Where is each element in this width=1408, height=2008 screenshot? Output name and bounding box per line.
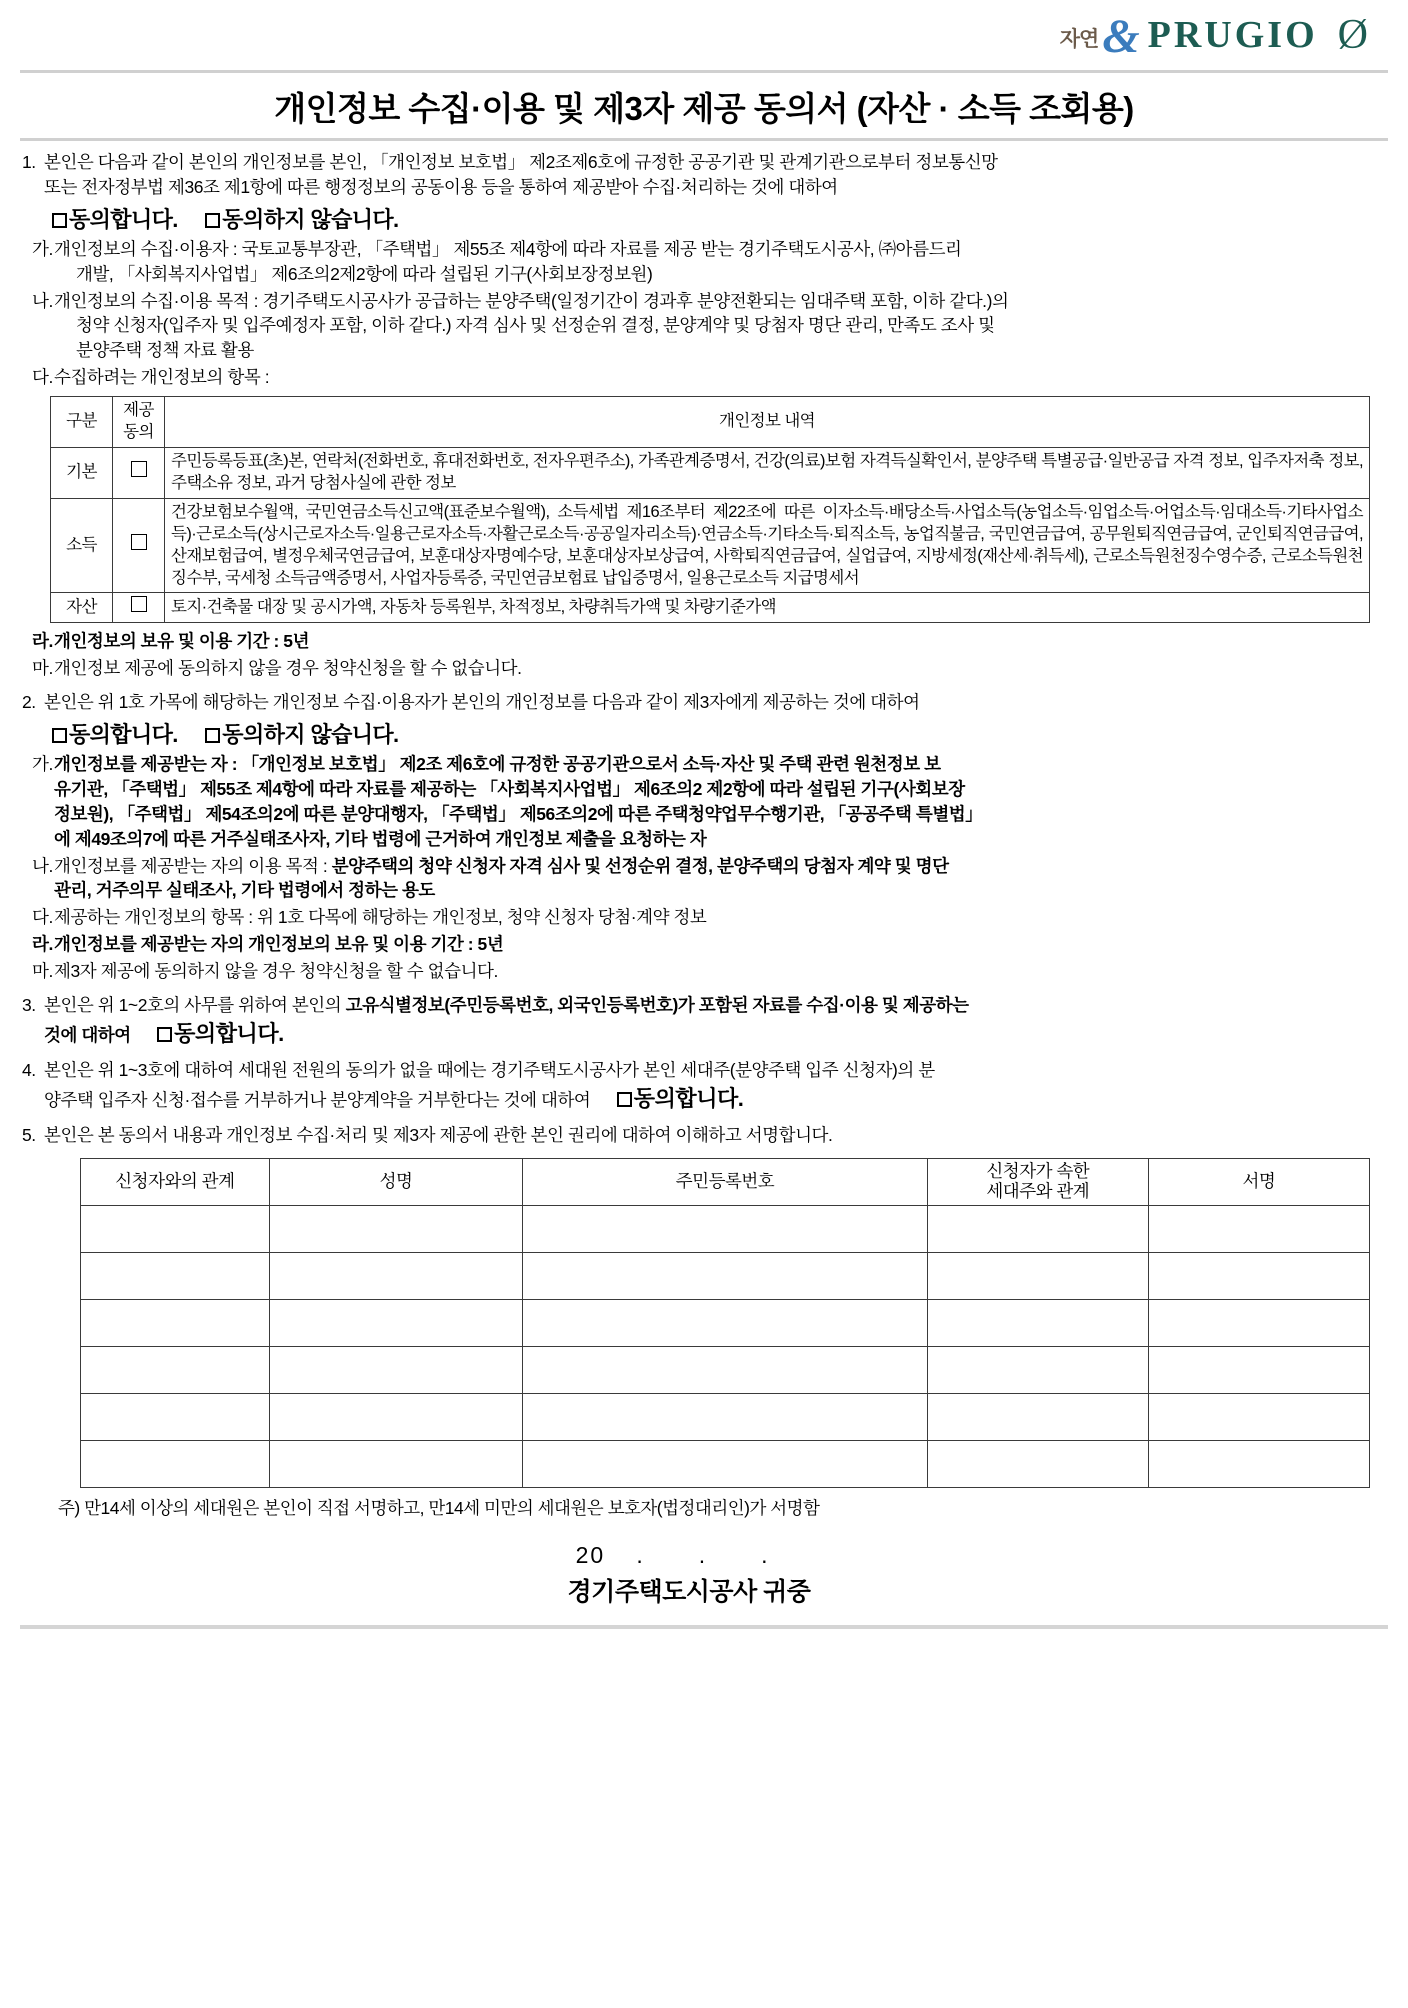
clause-4-number: 4. [22, 1059, 36, 1080]
clause-1-item-da-line-1: 수집하려는 개인정보의 항목 : [54, 367, 270, 388]
prugio-logo [1059, 10, 1368, 63]
date-day-dot: . [698, 1541, 708, 1568]
info-row-income-consent-cell [113, 498, 165, 593]
sig-cell-resident-number[interactable] [523, 1252, 927, 1299]
clause-2 [22, 690, 1386, 984]
logo-header [0, 0, 1408, 70]
date-end-dot: . [761, 1541, 770, 1568]
signature-table [80, 1158, 1370, 1488]
table-row[interactable] [81, 1299, 1370, 1346]
clause-2-item-ga-mark: 가. [32, 754, 53, 775]
date-year-prefix: 20 [575, 1541, 606, 1568]
table-row[interactable] [81, 1393, 1370, 1440]
info-row-basic-checkbox[interactable] [131, 461, 147, 477]
date-line [22, 1539, 1386, 1572]
clause-1-item-na-mark: 나. [32, 290, 53, 311]
clause-2-number: 2. [22, 692, 36, 713]
clause-1-item-ma-mark: 마. [32, 658, 53, 679]
sig-cell-householder-relation[interactable] [927, 1346, 1148, 1393]
clause-2-item-ga-line-2: 유기관, 「주택법」 제55조 제4항에 따라 자료를 제공하는 「사회복지사업법」 제6조의2 제2항에 따라 설립된 기구(사회보장 [54, 779, 965, 800]
clause-2-item-ga-line-1: 개인정보를 제공받는 자 : 「개인정보 보호법」 제2조 제6호에 규정한 공공기관으로서 소득·자산 및 주택 관련 원천정보 보 [54, 754, 941, 775]
signature-header-householder-relation [927, 1158, 1148, 1205]
signature-header-relation: 신청자와의 관계 [81, 1158, 270, 1205]
clause-2-item-na-line-1 [54, 854, 1386, 879]
clause-4-line-1: 본인은 위 1~3호에 대하여 세대원 전원의 동의가 없을 때에는 경기주택도시공사가 본인 세대주(분양주택 입주 신청자)의 분 [44, 1059, 935, 1080]
clause-1-item-ga [22, 237, 1386, 287]
clause-2-disagree-checkbox[interactable] [205, 728, 220, 743]
clause-1-line-2: 또는 전자정부법 제36조 제1항에 따른 행정정보의 공동이용 등을 통하여 제공받아 수집·처리하는 것에 대하여 [44, 176, 838, 197]
clause-1-line-1: 본인은 다음과 같이 본인의 개인정보를 본인, 「개인정보 보호법」 제2조제6호에 규정한 공공기관 및 관계기관으로부터 정보통신망 [44, 152, 998, 172]
sig-cell-name[interactable] [269, 1252, 522, 1299]
signature-table-header-row [81, 1158, 1370, 1205]
clause-2-item-ga [22, 752, 1386, 851]
info-row-asset-detail: 토지·건축물 대장 및 공시가액, 자동차 등록원부, 차적정보, 차량취득가액 및 차량기준가액 [165, 593, 1370, 623]
info-row-asset-category: 자산 [51, 593, 113, 623]
clause-1-item-ga-line-2: 개발, 「사회복지사업법」 제6조의2제2항에 따라 설립된 기구(사회보장정보원) [76, 263, 653, 284]
sig-cell-relation[interactable] [81, 1252, 270, 1299]
clause-1-item-ra [22, 629, 1386, 654]
document-body [0, 150, 1408, 1611]
clause-1-item-ma-text: 개인정보 제공에 동의하지 않을 경우 청약신청을 할 수 없습니다. [54, 658, 522, 679]
sig-cell-name[interactable] [269, 1205, 522, 1252]
clause-2-text: 본인은 위 1호 가목에 해당하는 개인정보 수집·이용자가 본인의 개인정보를 다음과 같이 제3자에게 제공하는 것에 대하여 [44, 692, 920, 713]
sig-cell-signature[interactable] [1148, 1205, 1369, 1252]
sig-cell-signature[interactable] [1148, 1346, 1369, 1393]
clause-2-item-na-bold-2: 관리, 거주의무 실태조사, 기타 법령에서 정하는 용도 [54, 880, 435, 901]
signature-header-householder-relation-line2: 세대주와 관계 [986, 1180, 1090, 1201]
clause-2-item-ma-line-1: 제3자 제공에 동의하지 않을 경우 청약신청을 할 수 없습니다. [54, 960, 498, 981]
logo-brand-text: PRUGIO [1147, 14, 1318, 56]
clause-2-item-ra-mark: 라. [32, 934, 53, 955]
info-table-row-asset [51, 593, 1370, 623]
sig-cell-signature[interactable] [1148, 1252, 1369, 1299]
clause-2-agree-label: 동의합니다. [69, 721, 178, 747]
clause-2-agree-checkbox[interactable] [52, 728, 67, 743]
clause-3-agree-checkbox[interactable] [157, 1027, 172, 1042]
sig-cell-name[interactable] [269, 1346, 522, 1393]
clause-1 [22, 150, 1386, 390]
info-table-header-row [51, 396, 1370, 447]
sig-cell-resident-number[interactable] [523, 1393, 927, 1440]
signature-header-name: 성명 [269, 1158, 522, 1205]
clause-1-disagree-label: 동의하지 않습니다. [222, 206, 399, 232]
sig-cell-relation[interactable] [81, 1393, 270, 1440]
clause-1-item-na-line-3: 분양주택 정책 자료 활용 [76, 340, 254, 361]
info-row-income-category: 소득 [51, 498, 113, 593]
clause-3-line-2 [44, 1018, 1386, 1049]
sig-cell-householder-relation[interactable] [927, 1440, 1148, 1487]
clause-1-item-ga-mark: 가. [32, 238, 53, 259]
table-row[interactable] [81, 1205, 1370, 1252]
sig-cell-resident-number[interactable] [523, 1205, 927, 1252]
page-title: 개인정보 수집·이용 및 제3자 제공 동의서 (자산 · 소득 조회용) [274, 90, 1134, 127]
clause-4-line-2 [44, 1083, 1386, 1114]
clause-1-item-na-line-2: 청약 신청자(입주자 및 입주예정자 포함, 이하 같다.) 자격 심사 및 선정순위 결정, 분양계약 및 당첨자 명단 관리, 만족도 조사 및 [76, 315, 995, 336]
clause-4-agree-checkbox[interactable] [617, 1092, 632, 1107]
sig-cell-relation[interactable] [81, 1440, 270, 1487]
table-row[interactable] [81, 1440, 1370, 1487]
clause-3-agree-label: 동의합니다. [174, 1020, 284, 1046]
clause-1-item-na [22, 289, 1386, 364]
clause-2-item-da-line-1: 제공하는 개인정보의 항목 : 위 1호 다목에 해당하는 개인정보, 청약 신청자 당첨·계약 정보 [54, 907, 707, 928]
clause-3-number: 3. [22, 994, 36, 1015]
table-row[interactable] [81, 1252, 1370, 1299]
bottom-divider [20, 1625, 1388, 1629]
signature-header-signature: 서명 [1148, 1158, 1369, 1205]
clause-2-item-ra [22, 932, 1386, 957]
signature-table-body [81, 1205, 1370, 1487]
info-table-row-income [51, 498, 1370, 593]
clause-2-item-ga-line-3: 정보원), 「주택법」 제54조의2에 따른 분양대행자, 「주택법」 제56조의2에 따른 주택청약업무수행기관, 「공공주택 특별법」 [54, 803, 983, 824]
personal-info-items-table [50, 396, 1370, 623]
clause-1-item-da-mark: 다. [32, 367, 53, 388]
clause-2-item-ra-line-1: 개인정보를 제공받는 자의 개인정보의 보유 및 이용 기간 : 5년 [54, 934, 504, 955]
ampersand-icon: & [1102, 10, 1140, 63]
sig-cell-householder-relation[interactable] [927, 1205, 1148, 1252]
clause-5-text: 본인은 본 동의서 내용과 개인정보 수집·처리 및 제3자 제공에 관한 본인 권리에 대하여 이해하고 서명합니다. [44, 1124, 833, 1145]
clause-1-agree-label: 동의합니다. [69, 206, 178, 232]
sig-cell-name[interactable] [269, 1393, 522, 1440]
clause-1-item-ga-line-1: 개인정보의 수집·이용자 : 국토교통부장관, 「주택법」 제55조 제4항에 따라 자료를 제공 받는 경기주택도시공사, ㈜아름드리 [54, 238, 962, 259]
clause-2-item-ma [22, 959, 1386, 984]
clause-2-disagree-label: 동의하지 않습니다. [222, 721, 399, 747]
clause-2-item-na-mark: 나. [32, 855, 53, 876]
sig-cell-resident-number[interactable] [523, 1346, 927, 1393]
info-row-basic-consent-cell [113, 447, 165, 498]
clause-1-item-ra-mark: 라. [32, 631, 53, 652]
info-row-basic-detail: 주민등록등표(초)본, 연락처(전화번호, 휴대전화번호, 전자우편주소), 가족관계증명서, 건강(의료)보험 자격득실확인서, 분양주택 특별공급·일반공급 자격 정보, 입주자저축 정보, 주택소유 정보, 과거 당첨사실에 관한 정보 [165, 447, 1370, 498]
sig-cell-resident-number[interactable] [523, 1299, 927, 1346]
clause-1-number: 1. [22, 152, 36, 172]
info-table-header-consent [113, 396, 165, 447]
clause-4 [22, 1058, 1386, 1114]
clause-5 [22, 1123, 1386, 1148]
info-table-header-detail: 개인정보 내역 [165, 396, 1370, 447]
clause-1-agree-checkbox[interactable] [52, 213, 67, 228]
signee-label: 경기주택도시공사 귀중 [567, 1578, 811, 1607]
clause-1-item-ma [22, 656, 1386, 681]
sig-cell-relation[interactable] [81, 1346, 270, 1393]
clause-3 [22, 993, 1386, 1049]
clause-5-number: 5. [22, 1124, 36, 1145]
info-table-header-consent-line1: 제공 [123, 400, 154, 419]
clause-4-line-2-text: 양주택 입주자 신청·접수를 거부하거나 분양계약을 거부한다는 것에 대하여 [44, 1089, 591, 1110]
info-row-asset-checkbox[interactable] [131, 596, 147, 612]
sig-cell-signature[interactable] [1148, 1393, 1369, 1440]
title-divider [20, 138, 1388, 141]
sig-cell-name[interactable] [269, 1299, 522, 1346]
clause-3-line-1 [44, 993, 1386, 1018]
info-table-row-basic [51, 447, 1370, 498]
signature-note: 주) 만14세 이상의 세대원은 본인이 직접 서명하고, 만14세 미만의 세대원은 보호자(법정대리인)가 서명함 [58, 1497, 820, 1518]
clause-2-item-ga-line-4: 에 제49조의7에 따른 거주실태조사자, 기타 법령에 근거하여 개인정보 제출을 요청하는 자 [54, 828, 707, 849]
info-row-income-checkbox[interactable] [131, 534, 147, 550]
sig-cell-householder-relation[interactable] [927, 1252, 1148, 1299]
clause-2-item-da [22, 905, 1386, 930]
clause-2-item-na-bold-1: 분양주택의 청약 신청자 자격 심사 및 선정순위 결정, 분양주택의 당첨자 계약 및 명단 [331, 855, 949, 876]
info-table-header-gubun: 구분 [51, 396, 113, 447]
clause-2-item-na [22, 854, 1386, 904]
sig-cell-signature[interactable] [1148, 1440, 1369, 1487]
clause-1-consent-options [22, 204, 1386, 235]
info-row-basic-category: 기본 [51, 447, 113, 498]
logo-prefix-text: 자연 [1059, 28, 1099, 51]
date-month-dot: . [636, 1541, 645, 1568]
clause-4-agree-label: 동의합니다. [633, 1085, 744, 1111]
clause-2-item-na-prefix: 개인정보를 제공받는 자의 이용 목적 : [54, 855, 332, 876]
info-row-asset-consent-cell [113, 593, 165, 623]
clause-3-line-1-bold: 고유식별정보(주민등록번호, 외국인등록번호)가 포함된 자료를 수집·이용 및 제공하는 [345, 994, 969, 1015]
info-table-header-consent-line2: 동의 [123, 422, 154, 441]
table-row[interactable] [81, 1346, 1370, 1393]
clause-1-disagree-checkbox[interactable] [205, 213, 220, 228]
clause-2-consent-options [22, 719, 1386, 750]
clause-3-line-1-normal: 본인은 위 1~2호의 사무를 위하여 본인의 [44, 994, 346, 1015]
clause-1-item-ra-text: 개인정보의 보유 및 이용 기간 : 5년 [54, 631, 310, 652]
sig-cell-householder-relation[interactable] [927, 1393, 1148, 1440]
sig-cell-resident-number[interactable] [523, 1440, 927, 1487]
clause-1-item-na-line-1: 개인정보의 수집·이용 목적 : 경기주택도시공사가 공급하는 분양주택(일정기간이 경과후 분양전환되는 임대주택 포함, 이하 같다.)의 [54, 290, 1009, 311]
sig-cell-householder-relation[interactable] [927, 1299, 1148, 1346]
sig-cell-signature[interactable] [1148, 1299, 1369, 1346]
clause-3-line-2-text: 것에 대하여 [44, 1024, 131, 1045]
clause-2-item-da-mark: 다. [32, 907, 53, 928]
signature-header-resident-number: 주민등록번호 [523, 1158, 927, 1205]
clause-1-item-da [22, 365, 1386, 390]
sig-cell-relation[interactable] [81, 1299, 270, 1346]
sig-cell-relation[interactable] [81, 1205, 270, 1252]
signature-header-householder-relation-line1: 신청자가 속한 [986, 1161, 1090, 1182]
info-row-income-detail: 건강보험보수월액, 국민연금소득신고액(표준보수월액), 소득세법 제16조부터 제22조에 따른 이자소득·배당소득·사업소득(농업소득·임업소득·어업소득·임대소득·기타사업소득)·근로소득(상시근로자소득·일용근로자소득·자활근로소득·공공일자리소득)·연금소득·기타소득·퇴직소득, 농업직불금, 국민연금급여, 공무원퇴직연금급여, 군인퇴직연금급여, 산재보험급여, 별정우체국연금급여, 보훈대상자명예수당, 보훈대상자보상급여, 사학퇴직연금급여, 실업급여, 지방세정(재산세·취득세), 근로소득원천징수영수증, 근로소득원천징수부, 국세청 소득금액증명서, 사업자등록증, 국민연금보험료 납입증명서, 일용근로소득 지급명세서 [165, 498, 1370, 593]
phi-symbol-icon: Ø [1337, 12, 1368, 58]
clause-2-item-ma-mark: 마. [32, 960, 53, 981]
sig-cell-name[interactable] [269, 1440, 522, 1487]
